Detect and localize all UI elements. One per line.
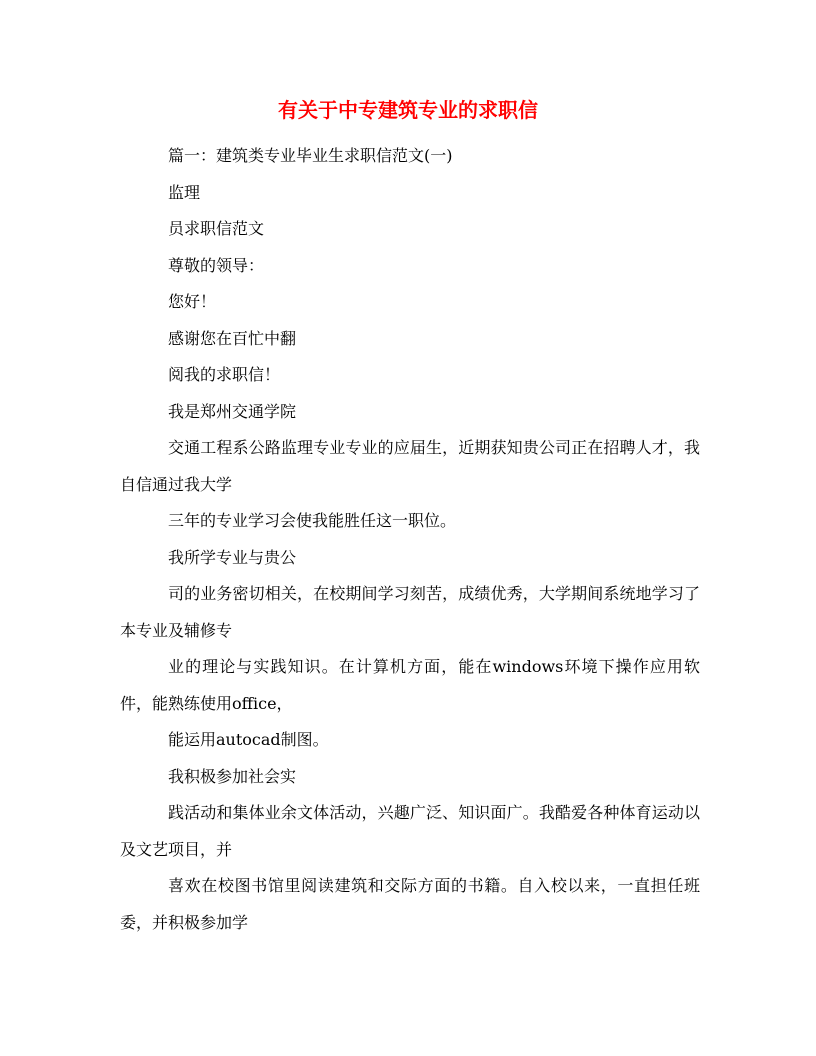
paragraph: 践活动和集体业余文体活动，兴趣广泛、知识面广。我酷爱各种体育运动以及文艺项目，并: [120, 803, 700, 859]
paragraph: 尊敬的领导：: [168, 255, 265, 275]
paragraph: 我积极参加社会实: [168, 766, 297, 786]
paragraph: 能运用autocad制图。: [168, 730, 329, 749]
paragraph: 交通工程系公路监理专业专业的应届生，近期获知贵公司正在招聘人才，我自信通过我大学: [120, 438, 700, 494]
paragraph: 我是郑州交通学院: [168, 401, 297, 421]
paragraph: 感谢您在百忙中翻: [168, 328, 297, 348]
document-body: [120, 138, 700, 941]
paragraph: 篇一：建筑类专业毕业生求职信范文(一): [168, 146, 453, 165]
paragraph: 监理: [168, 182, 201, 202]
paragraph: 司的业务密切相关，在校期间学习刻苦，成绩优秀，大学期间系统地学习了本专业及辅修专: [120, 584, 700, 640]
document-title: 有关于中专建筑专业的求职信: [278, 98, 538, 122]
paragraph: 业的理论与实践知识。在计算机方面，能在windows环境下操作应用软件，能熟练使用office，: [120, 657, 700, 713]
paragraph: 您好！: [168, 292, 217, 311]
paragraph: 我所学专业与贵公: [168, 547, 297, 567]
paragraph: 喜欢在校图书馆里阅读建筑和交际方面的书籍。自入校以来，一直担任班委，并积极参加学: [120, 876, 700, 932]
paragraph: 员求职信范文: [168, 219, 265, 238]
paragraph: 阅我的求职信！: [168, 365, 281, 384]
paragraph: 三年的专业学习会使我能胜任这一职位。: [168, 511, 457, 530]
